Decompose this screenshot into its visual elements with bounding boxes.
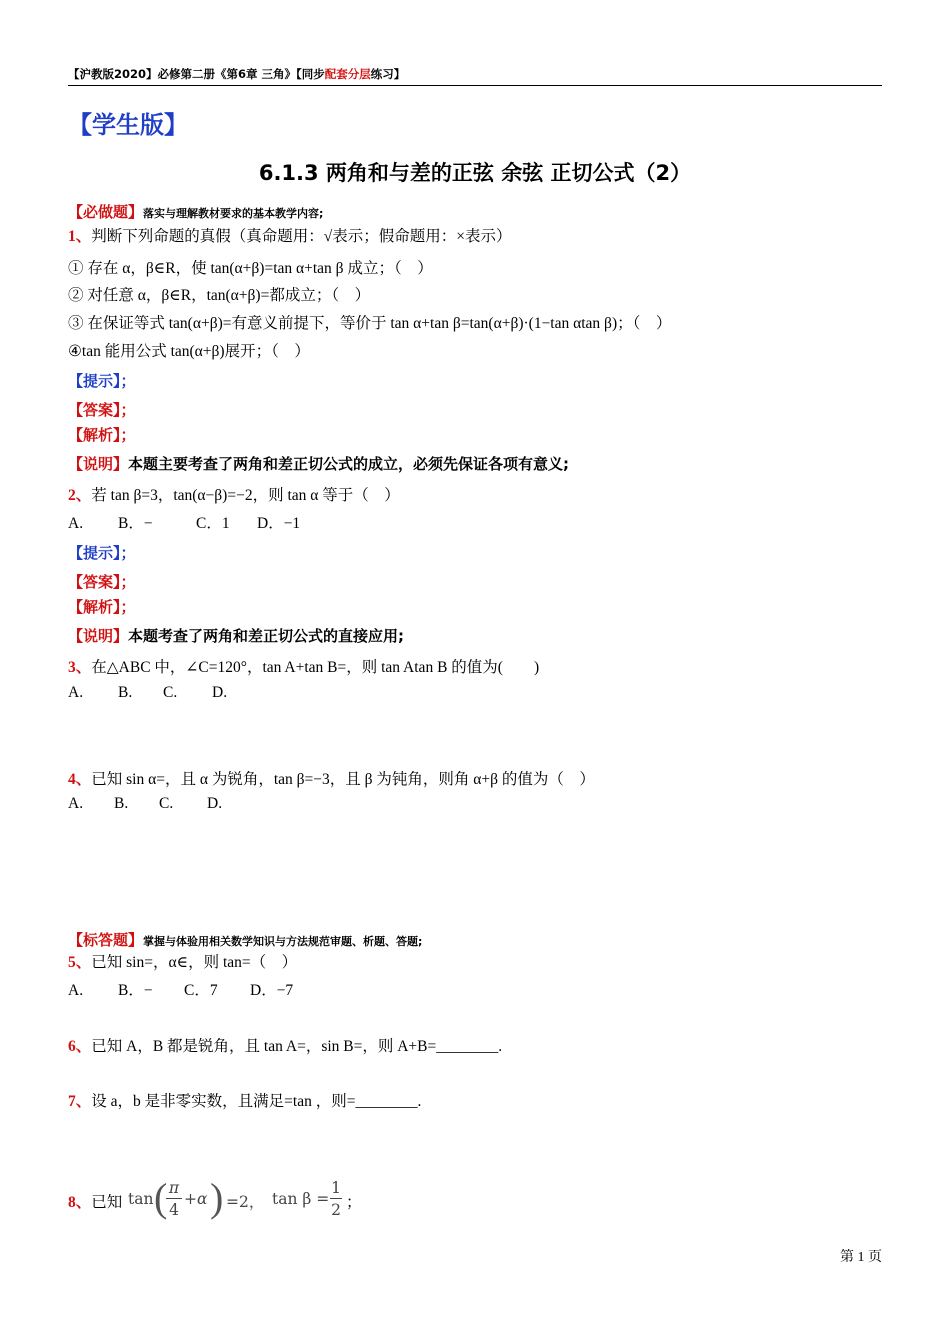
q8-four: 4	[169, 1201, 179, 1219]
q8-left-paren: (	[154, 1175, 168, 1220]
question-8-number: 8、	[68, 1194, 92, 1211]
question-2-stem: 若 tan β=3，tan(α−β)=−2，则 tan α 等于（ ）	[91, 487, 400, 504]
q8-pi: π	[168, 1179, 180, 1197]
q4-option-c: C.	[159, 795, 174, 812]
q1-item-3: ③ 在保证等式 tan(α+β)=有意义前提下，等价于 tan α+tan β=tan(α+β)·(1−tan αtan β)；（ ）	[68, 315, 672, 332]
q5-options	[68, 978, 293, 1000]
q3-option-a: A.	[68, 684, 84, 701]
q4-option-d: D.	[207, 795, 223, 812]
section-required-desc: 落实与理解教材要求的基本教学内容;	[143, 207, 324, 220]
q5-option-d: D．−7	[250, 982, 294, 999]
question-4-stem: 已知 sin α=，且 α 为锐角，tan β=−3，且 β 为钝角，则角 α+β 的值为（ ）	[91, 771, 595, 788]
q8-eq2: =2，	[226, 1193, 265, 1211]
question-6-stem: 已知 A，B 都是锐角，且 tan A=，sin B=，则 A+B=________.	[91, 1038, 503, 1055]
section-required-tag: 【必做题】	[68, 203, 144, 221]
question-5	[68, 950, 297, 972]
q8-tan: tan	[128, 1190, 154, 1208]
q2-option-a: A.	[68, 515, 84, 532]
q2-option-b: B．−	[118, 515, 153, 532]
q8-fraction-one-half	[330, 1178, 342, 1221]
question-7-number: 7、	[68, 1093, 92, 1110]
q1-item-4: ④tan 能用公式 tan(α+β)展开；（ ）	[68, 343, 310, 360]
section-standard-tag: 【标答题】	[68, 931, 144, 949]
q5-option-b: B．−	[118, 982, 153, 999]
q1-item-1: ① 存在 α，β∈R，使 tan(α+β)=tan α+tan β 成立；（ ）	[68, 260, 433, 277]
section-standard	[68, 929, 422, 950]
q5-option-c: C．7	[184, 982, 218, 999]
question-7-stem: 设 a，b 是非零实数，且满足=tan ，则=________.	[91, 1093, 422, 1110]
question-5-number: 5、	[68, 954, 92, 971]
header-highlight-2: 分层	[347, 67, 371, 81]
q1-hint-label: 【提示】；	[68, 372, 136, 390]
q3-options	[68, 684, 227, 702]
q4-option-b: B.	[114, 795, 129, 812]
q8-two: 2	[331, 1201, 341, 1219]
question-5-stem: 已知 sin=，α∈，则 tan=（ ）	[91, 954, 298, 971]
question-1-stem: 判断下列命题的真假（真命题用：√表示；假命题用：×表示）	[91, 228, 512, 245]
section-required	[68, 201, 323, 222]
question-4-number: 4、	[68, 771, 92, 788]
q5-option-a: A.	[68, 982, 84, 999]
question-4	[68, 767, 595, 789]
running-header	[68, 66, 405, 82]
section-standard-desc: 掌握与体验用相关数学知识与方法规范审题、析题、答题;	[143, 935, 423, 948]
q8-end: ；	[346, 1193, 362, 1211]
q2-option-c: C．1	[196, 515, 230, 532]
version-label: 【学生版】	[68, 111, 188, 139]
q1-analysis-label: 【解析】；	[68, 426, 136, 444]
q1-note-text: 本题主要考查了两角和差正切公式的成立，必须先保证各项有意义;	[128, 455, 570, 473]
q2-option-d: D．−1	[257, 515, 301, 532]
header-suffix: 练习】	[370, 67, 406, 81]
q3-option-c: C.	[163, 684, 178, 701]
question-7	[68, 1089, 421, 1111]
q2-answer-label: 【答案】；	[68, 573, 136, 591]
question-2-number: 2、	[68, 487, 92, 504]
q2-note-text: 本题考查了两角和差正切公式的直接应用;	[128, 627, 405, 645]
q4-options	[68, 795, 222, 813]
question-2	[68, 483, 400, 505]
q2-options	[68, 511, 300, 533]
q2-note-tag: 【说明】	[68, 627, 129, 645]
question-1-number: 1、	[68, 228, 92, 245]
question-3-number: 3、	[68, 659, 92, 676]
q2-note	[68, 625, 404, 646]
q4-option-a: A.	[68, 795, 84, 812]
q8-right-paren: )	[210, 1175, 224, 1220]
q8-one: 1	[331, 1179, 341, 1197]
header-prefix: 【沪教版2020】必修第二册《第6章 三角》【同步	[68, 67, 325, 81]
question-1	[68, 224, 512, 246]
q2-analysis-label: 【解析】；	[68, 598, 136, 616]
question-3-stem: 在△ABC 中，∠C=120°，tan A+tan B=，则 tan Atan B 的值为( )	[91, 659, 540, 676]
q3-option-d: D.	[212, 684, 228, 701]
q8-tan-beta: tan β =	[272, 1190, 330, 1208]
header-highlight-1: 配套	[324, 67, 348, 81]
q2-hint-label: 【提示】；	[68, 544, 136, 562]
header-rule	[68, 85, 882, 86]
q1-item-2: ② 对任意 α，β∈R，tan(α+β)=都成立；（ ）	[68, 287, 371, 304]
q3-option-b: B.	[118, 684, 133, 701]
q1-note-tag: 【说明】	[68, 455, 129, 473]
q8-plus-alpha: +α	[184, 1190, 208, 1208]
page-title: 6.1.3 两角和与差的正弦 余弦 正切公式（2）	[258, 161, 692, 185]
page-number: 第 1 页	[840, 1250, 882, 1265]
q1-answer-label: 【答案】；	[68, 401, 136, 419]
question-8-prefix: 已知	[91, 1194, 123, 1211]
q8-fraction-pi-over-4	[166, 1178, 182, 1221]
question-6-number: 6、	[68, 1038, 92, 1055]
question-3	[68, 655, 539, 677]
q1-note	[68, 453, 569, 474]
question-6	[68, 1034, 502, 1056]
